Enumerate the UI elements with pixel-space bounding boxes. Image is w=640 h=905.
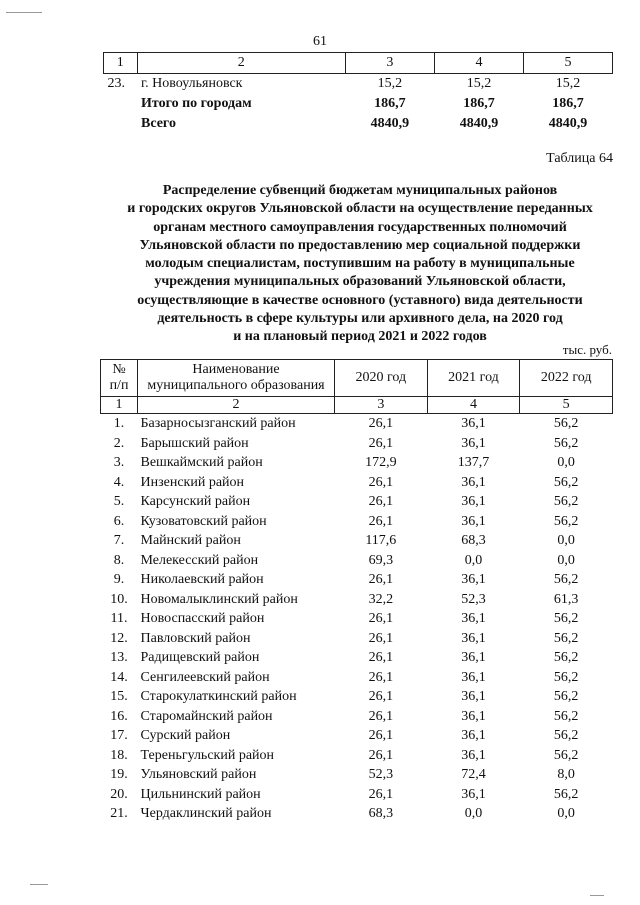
value-2021: 36,1 (461, 650, 486, 665)
row-number: 1. (113, 416, 125, 431)
row-number (104, 114, 138, 134)
title-line: и на плановый период 2021 и 2022 годов (233, 329, 487, 345)
value-2021: 36,1 (461, 572, 486, 587)
row-name: Новомалыклинский район (140, 591, 298, 607)
row-name: Старокулаткинский район (140, 689, 297, 704)
value-2022: 56,2 (553, 786, 579, 802)
value-2020: 26,1 (368, 747, 394, 763)
table-row (101, 629, 613, 649)
row-name: Новоспасский район (140, 611, 265, 626)
header-name (138, 360, 335, 397)
title-line: учреждения муниципальных образований Ульяновской области, (154, 274, 566, 290)
header-row (101, 360, 613, 397)
value-2020: 26,1 (368, 416, 394, 431)
value-2022: 56,2 (553, 435, 579, 451)
value-2021: 36,1 (461, 630, 486, 646)
table-row (101, 726, 613, 746)
value-2021: 36,1 (461, 494, 486, 509)
table-row (101, 609, 613, 629)
value-2021: 36,1 (461, 669, 486, 685)
row-number: 9. (113, 572, 125, 587)
column-number: 3 (335, 397, 428, 414)
value-2022: 186,7 (552, 96, 584, 111)
row-name: Цильнинский район (140, 786, 261, 802)
value-2020: 15,2 (377, 76, 403, 91)
row-name: Майнский район (140, 533, 241, 548)
table-row (101, 492, 613, 512)
value-2022: 56,2 (553, 474, 579, 490)
row-name: Павловский район (140, 630, 251, 646)
row-name: Радищевский район (140, 650, 260, 665)
title-line: Распределение субвенций бюджетам муниципальных районов (162, 183, 558, 198)
header-name-line1: Наименование (192, 362, 280, 377)
value-2021: 68,3 (461, 533, 486, 548)
value-2020: 52,3 (368, 767, 394, 782)
value-2020: 32,2 (368, 591, 394, 607)
table-row (101, 746, 613, 766)
column-number: 4 (427, 397, 520, 414)
value-2022: 56,2 (553, 728, 579, 743)
row-number: 3. (113, 455, 125, 470)
value-2021: 36,1 (461, 747, 486, 763)
value-2022: 56,2 (553, 650, 579, 665)
row-number: 5. (113, 494, 125, 509)
column-number-row (104, 53, 613, 74)
value-2020: 68,3 (368, 806, 394, 821)
title-line: осуществляющие в качестве основного (уставного) вида деятельности (137, 292, 583, 308)
header-2020: 2020 год (335, 360, 428, 397)
scan-mark (30, 884, 48, 885)
table-row (101, 473, 613, 493)
table-row (101, 687, 613, 707)
value-2022: 15,2 (555, 76, 581, 91)
row-name: Мелекесский район (140, 552, 259, 568)
continuation-table (103, 52, 613, 134)
column-number: 5 (520, 397, 613, 414)
table-row (101, 785, 613, 805)
value-2021: 36,1 (461, 435, 486, 451)
value-2020: 26,1 (368, 474, 394, 490)
row-name: Кузоватовский район (140, 513, 267, 529)
value-2020: 26,1 (368, 669, 394, 685)
value-2022: 8,0 (557, 767, 575, 782)
row-number: 6. (113, 513, 125, 529)
row-number: 18. (110, 747, 128, 763)
table-row (104, 94, 613, 114)
row-number (104, 94, 138, 114)
table-row (101, 434, 613, 454)
value-2020: 172,9 (365, 455, 397, 470)
value-2021: 36,1 (461, 689, 486, 704)
value-2022: 0,0 (557, 552, 575, 568)
table-row (101, 570, 613, 590)
row-number: 8. (113, 552, 125, 568)
column-number: 2 (137, 53, 345, 74)
value-2021: 36,1 (461, 416, 486, 431)
value-2021: 15,2 (466, 76, 492, 91)
row-name: Итого по городам (141, 96, 252, 111)
table-row (101, 668, 613, 688)
value-2020: 26,1 (368, 650, 394, 665)
value-2021: 36,1 (461, 786, 486, 802)
value-2021: 36,1 (461, 611, 486, 626)
row-name: Вешкаймский район (140, 455, 263, 470)
scan-mark (6, 12, 42, 13)
value-2021: 186,7 (463, 96, 495, 111)
value-2021: 52,3 (461, 591, 486, 607)
value-2021: 36,1 (461, 513, 486, 529)
title-line: Ульяновской области по предоставлению мер социальной поддержки (139, 237, 581, 253)
table-label: Таблица 64 (546, 151, 613, 166)
column-number: 5 (523, 53, 612, 74)
page-number: 61 (313, 34, 327, 49)
header-number-line2: п/п (109, 378, 129, 393)
row-name: Всего (141, 116, 176, 131)
value-2020: 26,1 (368, 611, 394, 626)
row-number: 4. (113, 474, 125, 490)
value-2022: 56,2 (553, 630, 579, 646)
value-2020: 26,1 (368, 572, 394, 587)
value-2022: 0,0 (557, 455, 575, 470)
scan-mark (590, 895, 604, 896)
header-number-line1: № (112, 362, 126, 377)
column-number-row (101, 397, 613, 414)
row-number: 14. (110, 669, 128, 685)
row-name: Сурский район (140, 728, 231, 743)
subsidy-table (100, 359, 613, 824)
row-number: 12. (110, 630, 128, 646)
value-2020: 26,1 (368, 786, 394, 802)
row-name: Инзенский район (140, 474, 245, 490)
row-number: 17. (110, 728, 128, 743)
value-2021: 4840,9 (459, 116, 499, 131)
row-number: 10. (110, 591, 128, 607)
table-row (101, 531, 613, 551)
value-2022: 56,2 (553, 708, 579, 724)
header-name-line2: муниципального образования (147, 378, 325, 393)
table-row (101, 551, 613, 571)
column-number: 3 (345, 53, 434, 74)
row-number: 15. (110, 689, 128, 704)
value-2022: 56,2 (553, 689, 579, 704)
subsidy-table-header (101, 360, 613, 414)
value-2020: 69,3 (368, 552, 394, 568)
table-row (101, 707, 613, 727)
row-name: Карсунский район (140, 494, 251, 509)
value-2022: 56,2 (553, 416, 579, 431)
column-number: 1 (101, 397, 138, 414)
row-number: 2. (113, 435, 125, 451)
value-2020: 4840,9 (370, 116, 410, 131)
header-number (101, 360, 138, 397)
row-name: Николаевский район (140, 572, 264, 587)
value-2021: 36,1 (461, 474, 486, 490)
row-name: г. Новоульяновск (141, 76, 243, 91)
row-name: Сенгилеевский район (140, 669, 270, 685)
value-2021: 36,1 (461, 728, 486, 743)
value-2020: 26,1 (368, 728, 394, 743)
value-2022: 4840,9 (548, 116, 588, 131)
column-number: 1 (104, 53, 138, 74)
table-row (101, 765, 613, 785)
row-number: 23. (107, 76, 125, 91)
table-row (101, 648, 613, 668)
value-2020: 26,1 (368, 630, 394, 646)
value-2021: 0,0 (464, 806, 483, 821)
value-2020: 117,6 (365, 533, 397, 548)
value-2022: 56,2 (553, 572, 579, 587)
value-2022: 56,2 (553, 669, 579, 685)
row-name: Базарносызганский район (140, 416, 296, 431)
table-row (104, 114, 613, 134)
value-2021: 72,4 (461, 767, 486, 782)
row-name: Тереньгульский район (140, 747, 275, 763)
subsidy-table-body (101, 414, 613, 824)
row-name: Барышский район (140, 435, 249, 451)
table-row (104, 74, 613, 95)
value-2022: 0,0 (557, 806, 575, 821)
row-number: 20. (110, 786, 128, 802)
row-number: 7. (113, 533, 125, 548)
title-line: деятельность в сфере культуры или архивного дела, на 2020 год (157, 311, 563, 327)
row-number: 16. (110, 708, 128, 724)
value-2022: 56,2 (553, 513, 579, 529)
value-2020: 26,1 (368, 708, 394, 724)
title-line: и городских округов Ульяновской области на осуществление переданных (127, 201, 593, 217)
value-2021: 0,0 (464, 552, 483, 568)
table-row (101, 453, 613, 473)
column-number: 2 (138, 397, 335, 414)
title-line: молодым специалистам, поступившим на работу в муниципальные (145, 256, 575, 272)
table-row (101, 590, 613, 610)
table-row (101, 512, 613, 532)
row-name: Чердаклинский район (140, 806, 272, 821)
value-2020: 26,1 (368, 513, 394, 529)
value-2020: 26,1 (368, 435, 394, 451)
value-2022: 56,2 (553, 494, 579, 509)
header-2021: 2021 год (427, 360, 520, 397)
column-number: 4 (434, 53, 523, 74)
units-label: тыс. руб. (562, 342, 612, 357)
row-name: Ульяновский район (140, 767, 257, 782)
row-name: Старомайнский район (140, 708, 273, 724)
value-2022: 56,2 (553, 611, 579, 626)
row-number: 21. (110, 806, 128, 821)
table-row (101, 804, 613, 824)
value-2022: 56,2 (553, 747, 579, 763)
row-number: 19. (110, 767, 128, 782)
table-title (100, 182, 620, 347)
header-2022: 2022 год (520, 360, 613, 397)
title-line: органам местного самоуправления государственных полномочий (153, 219, 567, 235)
continuation-table-body (104, 53, 613, 135)
value-2021: 137,7 (457, 455, 490, 470)
table-row (101, 414, 613, 434)
row-number: 13. (110, 650, 128, 665)
value-2022: 61,3 (553, 591, 579, 607)
value-2020: 26,1 (368, 689, 394, 704)
value-2020: 186,7 (374, 96, 406, 111)
row-number: 11. (110, 611, 128, 626)
value-2021: 36,1 (461, 708, 486, 724)
value-2022: 0,0 (557, 533, 575, 548)
value-2020: 26,1 (368, 494, 394, 509)
